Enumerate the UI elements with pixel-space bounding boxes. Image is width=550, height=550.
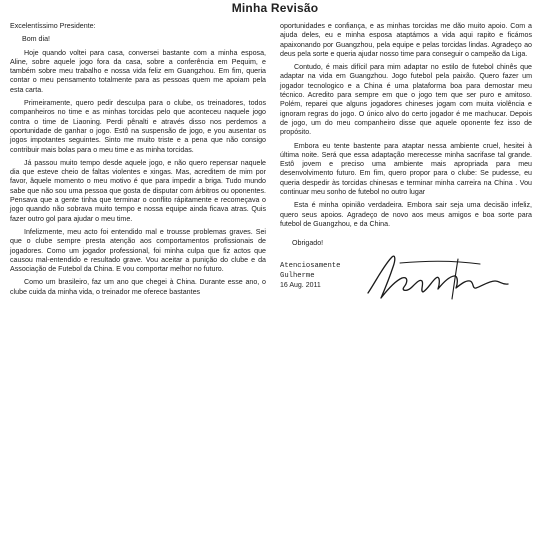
letter-right-column bbox=[280, 22, 532, 299]
page-title: Minha Revisão bbox=[231, 1, 319, 15]
signature-block bbox=[280, 259, 532, 299]
letter-left-column bbox=[10, 22, 266, 301]
paragraph: Já passou muito tempo desde aquele jogo, e não quero repensar naquele dia que esteve cheio de faltas violentes e xingas. Mas, acreditem de mim por favor, âquele momento o meu motivo é que para impedir a briga. Tudo mundo sabe que não sou uma pessoa que gosta de disputar com árbitros ou oponentes. Pensava que a gente tinha que terminar o conflito rápitamente e recomeçava o jogo quando não sobrava muito tempo e nossa equipe ainda ficava atras. Quis fazer outro gol para ajudar o meu time. bbox=[10, 158, 266, 223]
paragraph: Esta é minha opinião verdadeira. Embora sair seja uma decisão infeliz, quero seus apoios. Agradeço de novo aos meus amigos e boa sorte para futebol de Guangzhou, e da China. bbox=[280, 201, 532, 228]
paragraph-continuation: oportunidades e confiança, e as minhas torcidas me dão muito apoio. Com a ajuda deles, eu e minha esposa ataptámos a vida aqui rapito e ficámos apaixonando por Guangzhou, pela equipe e pelas torcidas lindas. Agradeço ao deus pela sorte e queria ajudar nosso time para conseguir o campeão da Liga. bbox=[280, 22, 532, 58]
paragraph: Como um brasileiro, faz um ano que chegei à China. Durante esse ano, o clube cuida da minha vida, o treinador me oferece bastantes bbox=[10, 278, 266, 296]
paragraph: Embora eu tente bastente para ataptar nessa ambiente cruel, hesitei à última noite. Será que essa adaptação merecesse minha sacrifase tal grande. Estô jovem e preciso uma ambiente mais apropriada para meu desenvolvimento futuro. Em fim, quero propor para o clube: Se pudesse, eu queria despedir às torcidas chinesas e terminar minha carreira na China . Vou continuar meu sonho de futebol no outro lugar bbox=[280, 141, 532, 197]
paragraph: Hoje quando voltei para casa, conversei bastante com a minha esposa, Aline, sobre aquele jogo fora da casa, sobre a conferência em Pequim, e também sobre meu trabalho e nossa vida feliz em Guangzhou. Em fim, queria contar o meu pensamento totalmente para as pessoas quem me apoiam pela esta carta. bbox=[10, 48, 266, 94]
paragraph: Contudo, é mais difícil para mim adaptar no estilo de futebol chinês que adaptar na vida em Guangzhou. Jogo futebol pela paixão. Quero fazer um jogador tecnologico e a China é uma plataforma boa para demostar meu técnico. Acredito para sempre em que o jogo tem que ser puro e amitoso. Polém, reparei que alguns jogadores chineses jogam com muita violência e ignoram regras do jogo. O único alvo do certo jogador é me machucar. Depois de jogo, um do meu companheiro disse que aquele oponente fez isso de propósito. bbox=[280, 63, 532, 137]
sign-off-text bbox=[280, 261, 340, 291]
paragraph: Primeiramente, quero pedir desculpa para o clube, os treinadores, todos companheiros no time e as minhas torcidas pelo que aconteceu naquele jogo contra o time de Liaoning. Perdi pênalti e através disso nos perdemos a oportunidade de ganhar o jogo. Estô na suspensão de jogo, e you ausentar os jogos impotantes seguintes. Sinto me muito triste e a pena que não consigo contribuir mais bolas para o meu time e as minha torcidas. bbox=[10, 99, 266, 154]
salutation: Excelentíssimo Presidente: bbox=[10, 22, 96, 30]
paragraph: Infelizmente, meu acto foi entendido mal e trousse problemas graves. Sei que o clube sempre presta atenção aos comportamentos profissionais de jogadores. Como um jogador professional, foi minha culpa que fiz actos que causou mal-entendido e resultado grave. Vou aceitar a punição do clube e da Associação de Futebol da China. E vou comportar melhor no futuro. bbox=[10, 227, 266, 274]
letter-date: 16 Aug. 2011 bbox=[280, 281, 321, 289]
closing-thanks: Obrigado! bbox=[292, 239, 324, 248]
sign-off: Atenciosamente bbox=[280, 261, 341, 270]
signer-name: Gulherme bbox=[280, 271, 315, 280]
greeting: Bom dia! bbox=[22, 35, 50, 44]
handwritten-signature bbox=[362, 251, 512, 303]
